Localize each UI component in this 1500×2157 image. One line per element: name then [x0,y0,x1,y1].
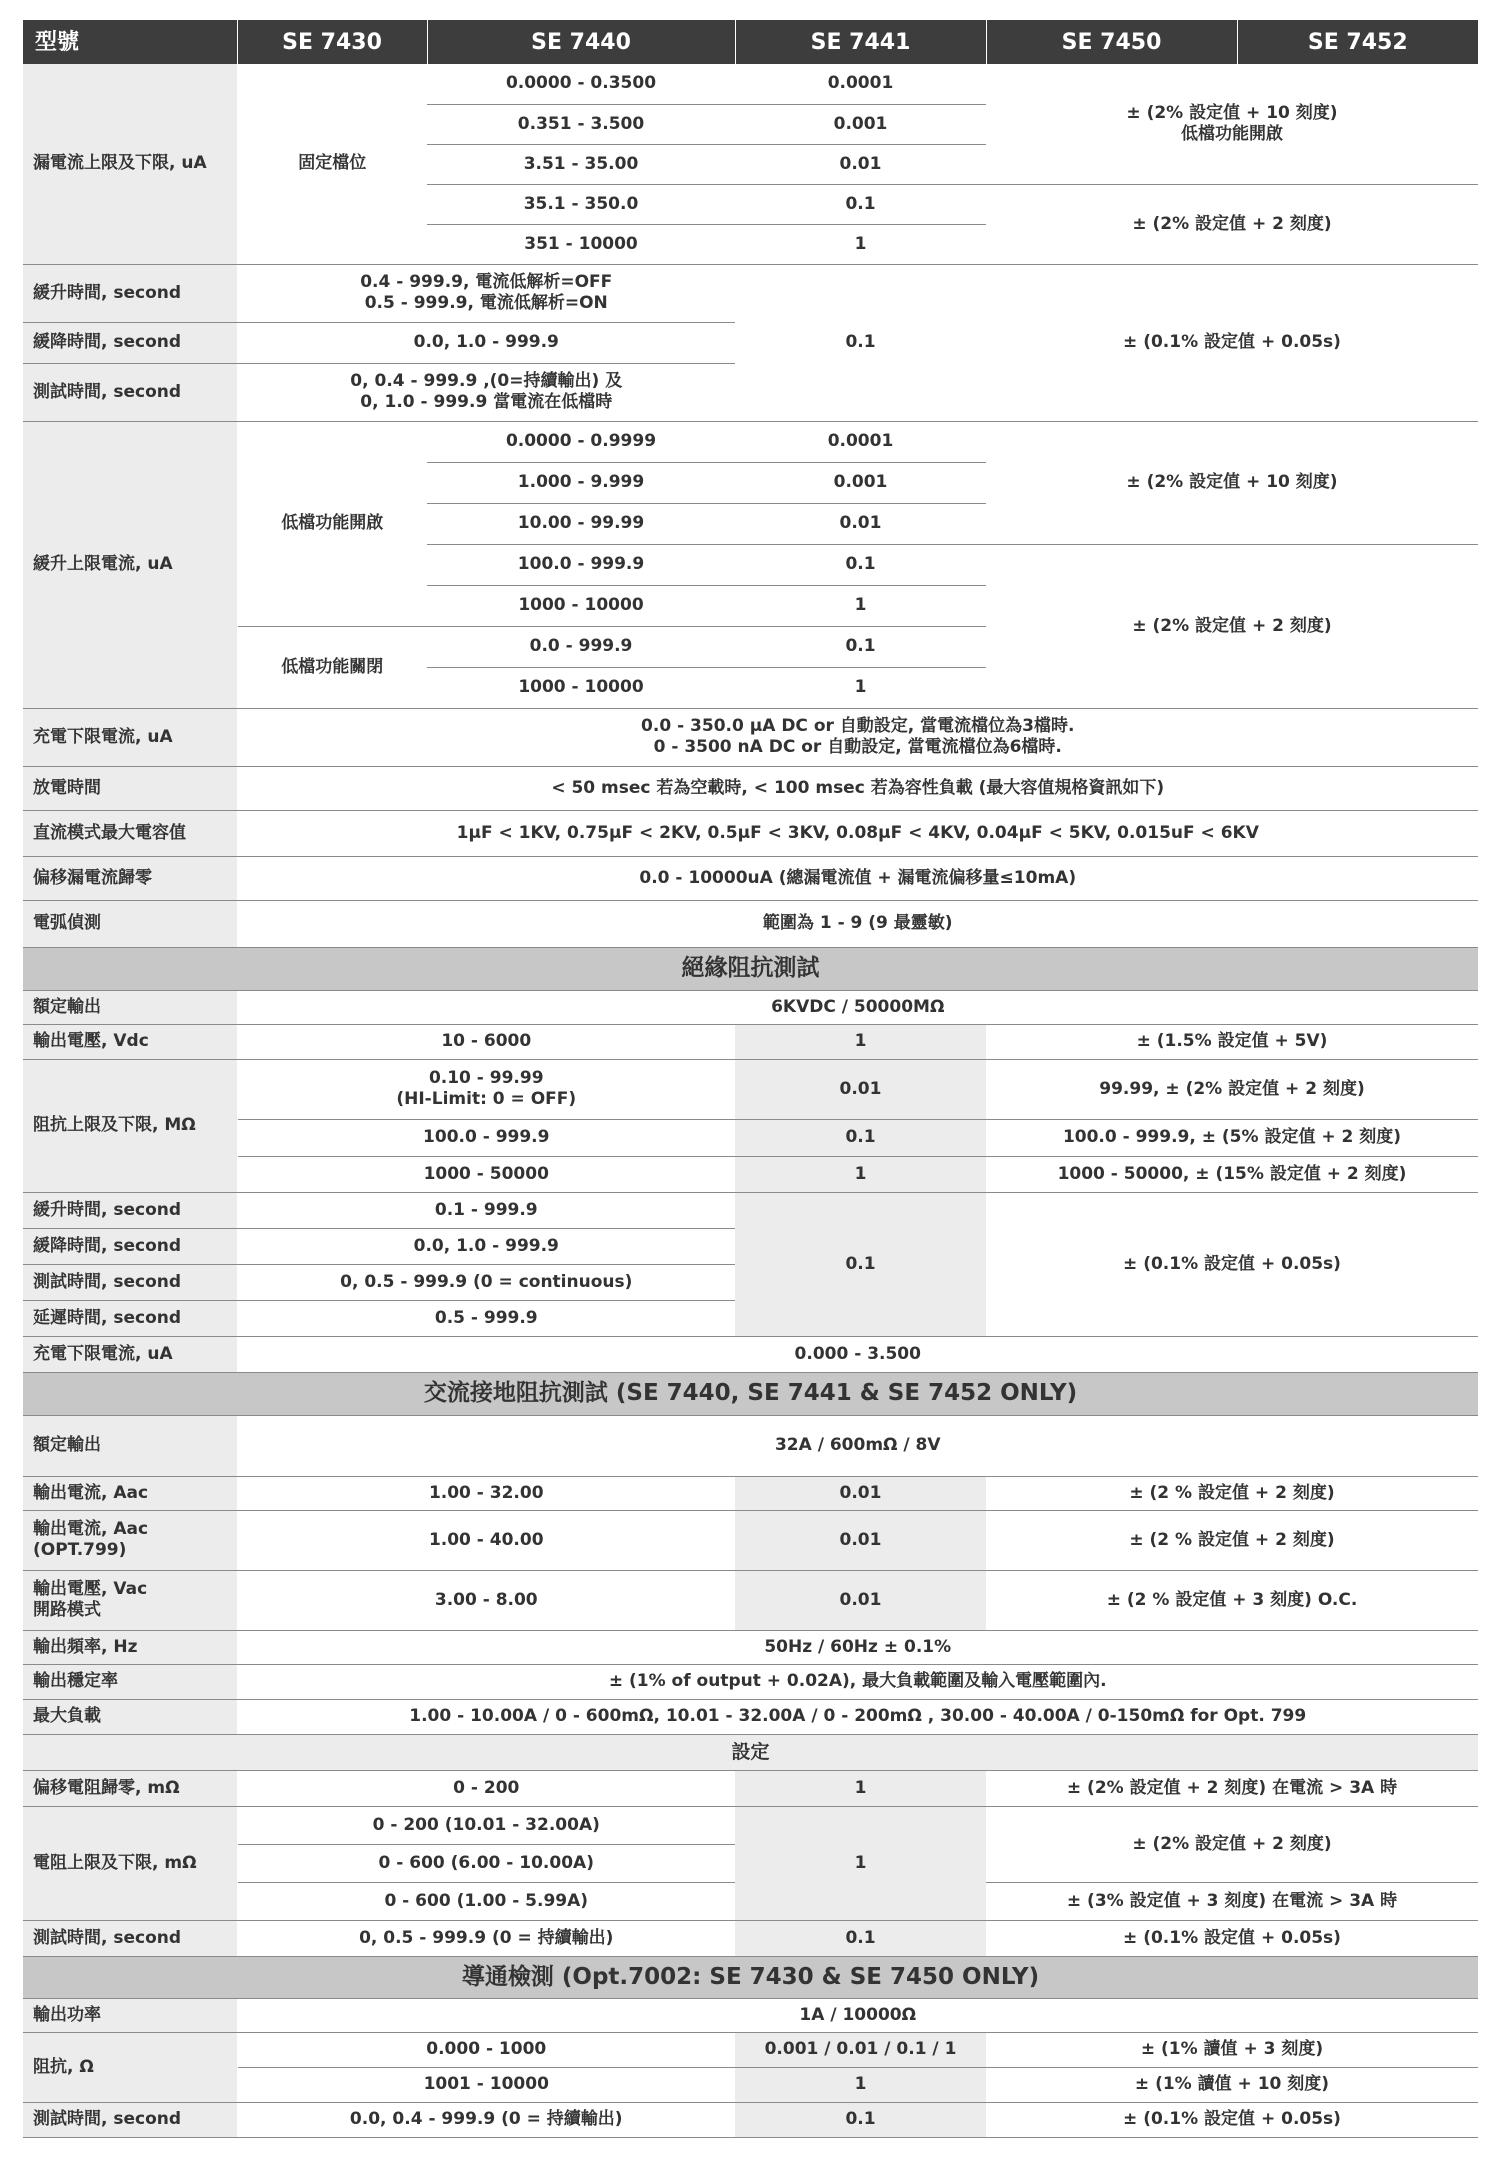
resolution-cell: 0.1 [735,1920,986,1956]
resolution-cell: 0.001 [735,462,986,503]
accuracy-cell: ± (2% 設定值 + 10 刻度) 低檔功能開啟 [986,64,1478,184]
resolution-cell: 0.01 [735,1510,986,1570]
header-se7440: SE 7440 [427,20,735,64]
range-cell: 0.10 - 99.99 (HI-Limit: 0 = OFF) [237,1059,735,1119]
table-row [23,810,1478,856]
row-label: 電弧偵測 [23,900,237,947]
leak-fixed-range: 固定檔位 [237,64,427,264]
accuracy-cell: ± (1.5% 設定值 + 5V) [986,1024,1478,1059]
accuracy-cell: 1000 - 50000, ± (15% 設定值 + 2 刻度) [986,1156,1478,1192]
header-se7452: SE 7452 [1237,20,1478,64]
range-cell: 0, 0.5 - 999.9 (0 = 持續輸出) [237,1920,735,1956]
resolution-cell: 1 [735,2067,986,2102]
table-row [23,1156,1478,1192]
section-header [23,947,1478,990]
row-label: 緩升上限電流, uA [23,421,237,708]
row-label: 漏電流上限及下限, uA [23,64,237,264]
row-label: 最大負載 [23,1699,237,1734]
row-label: 額定輸出 [23,1415,237,1476]
row-label: 放電時間 [23,766,237,810]
value-cell: 1A / 10000Ω [237,1998,1478,2032]
range-cell: 1.00 - 32.00 [237,1476,735,1510]
table-row [23,2032,1478,2067]
value-cell: 1.00 - 10.00A / 0 - 600mΩ, 10.01 - 32.00A / 0 - 200mΩ , 30.00 - 40.00A / 0-150mΩ for Opt. 799 [237,1699,1478,1734]
row-label: 充電下限電流, uA [23,708,237,766]
table-row [23,990,1478,1024]
range-cell: 0.0000 - 0.3500 [427,64,735,104]
range-cell: 0 - 200 (10.01 - 32.00A) [237,1806,735,1844]
range-cell: 1000 - 10000 [427,667,735,708]
row-label: 輸出電壓, Vdc [23,1024,237,1059]
row-label: 測試時間, second [23,1920,237,1956]
range-cell: 1000 - 10000 [427,585,735,626]
range-cell: 35.1 - 350.0 [427,184,735,224]
range-cell: 0.000 - 1000 [237,2032,735,2067]
range-cell: 0 - 600 (1.00 - 5.99A) [237,1882,735,1920]
resolution-cell: 1 [735,1806,986,1920]
table-row [23,1024,1478,1059]
range-cell: 3.51 - 35.00 [427,144,735,184]
value-cell: 1μF < 1KV, 0.75μF < 2KV, 0.5μF < 3KV, 0.08μF < 4KV, 0.04μF < 5KV, 0.015uF < 6KV [237,810,1478,856]
accuracy-cell: ± (1% 讀值 + 3 刻度) [986,2032,1478,2067]
accuracy-cell: ± (0.1% 設定值 + 0.05s) [986,1920,1478,1956]
row-label: 阻抗, Ω [23,2032,237,2102]
table-row [23,708,1478,766]
value-cell: 50Hz / 60Hz ± 0.1% [237,1630,1478,1664]
table-row [23,264,1478,322]
table-row [23,2067,1478,2102]
range-cell: 0.0, 1.0 - 999.9 [237,322,735,363]
row-label: 偏移電阻歸零, mΩ [23,1770,237,1806]
resolution-cell: 0.01 [735,1059,986,1119]
resolution-cell: 0.01 [735,1570,986,1630]
accuracy-cell: ± (0.1% 設定值 + 0.05s) [986,1192,1478,1336]
table-row [23,1192,1478,1228]
resolution-cell: 0.0001 [735,421,986,462]
section-title: 絕緣阻抗測試 [23,947,1478,990]
row-label: 輸出功率 [23,1998,237,2032]
resolution-cell: 1 [735,585,986,626]
range-cell: 0.4 - 999.9, 電流低解析=OFF 0.5 - 999.9, 電流低解析=ON [237,264,735,322]
value-cell: 0.0 - 10000uA (總漏電流值 + 漏電流偏移量≤10mA) [237,856,1478,900]
table-row [23,1770,1478,1806]
range-cell: 0.0, 1.0 - 999.9 [237,1228,735,1264]
row-label: 緩升時間, second [23,264,237,322]
row-label: 緩升時間, second [23,1192,237,1228]
section-header [23,1372,1478,1415]
header-se7441: SE 7441 [735,20,986,64]
table-row [23,64,1478,104]
range-cell: 0.0, 0.4 - 999.9 (0 = 持續輸出) [237,2102,735,2137]
header-model: 型號 [23,20,237,64]
resolution-cell: 0.001 [735,104,986,144]
table-row [23,1570,1478,1630]
accuracy-cell: ± (1% 讀值 + 10 刻度) [986,2067,1478,2102]
row-label: 額定輸出 [23,990,237,1024]
accuracy-cell: ± (0.1% 設定值 + 0.05s) [986,2102,1478,2137]
resolution-cell: 0.01 [735,503,986,544]
table-row [23,1630,1478,1664]
section-title: 交流接地阻抗測試 (SE 7440, SE 7441 & SE 7452 ONLY) [23,1372,1478,1415]
spec-table [23,20,1478,2138]
accuracy-cell: ± (2% 設定值 + 2 刻度) 在電流 > 3A 時 [986,1770,1478,1806]
row-label: 輸出穩定率 [23,1664,237,1699]
resolution-cell: 1 [735,224,986,264]
header-se7450: SE 7450 [986,20,1237,64]
row-label: 緩降時間, second [23,322,237,363]
resolution-cell: 0.1 [735,1119,986,1156]
resolution-cell: 0.001 / 0.01 / 0.1 / 1 [735,2032,986,2067]
row-label: 輸出頻率, Hz [23,1630,237,1664]
accuracy-cell: ± (2 % 設定值 + 2 刻度) [986,1476,1478,1510]
range-cell: 0, 0.4 - 999.9 ,(0=持續輸出) 及 0, 1.0 - 999.9 當電流在低檔時 [237,363,735,421]
row-label: 電阻上限及下限, mΩ [23,1806,237,1920]
range-cell: 0.0000 - 0.9999 [427,421,735,462]
resolution-cell: 1 [735,667,986,708]
value-cell: 6KVDC / 50000MΩ [237,990,1478,1024]
value-cell: 範圍為 1 - 9 (9 最靈敏) [237,900,1478,947]
row-label: 阻抗上限及下限, MΩ [23,1059,237,1192]
resolution-cell: 0.0001 [735,64,986,104]
resolution-cell: 0.1 [735,264,986,421]
accuracy-cell: ± (2 % 設定值 + 3 刻度) O.C. [986,1570,1478,1630]
row-label: 緩降時間, second [23,1228,237,1264]
accuracy-cell: ± (0.1% 設定值 + 0.05s) [986,264,1478,421]
table-row [23,1806,1478,1844]
resolution-cell: 0.1 [735,2102,986,2137]
range-cell: 1.000 - 9.999 [427,462,735,503]
row-label: 測試時間, second [23,1264,237,1300]
table-row [23,1059,1478,1119]
range-cell: 100.0 - 999.9 [427,544,735,585]
resolution-cell: 0.1 [735,1192,986,1336]
accuracy-cell: ± (2% 設定值 + 2 刻度) [986,1806,1478,1882]
value-cell: < 50 msec 若為空載時, < 100 msec 若為容性負載 (最大容值規格資訊如下) [237,766,1478,810]
table-row [23,1415,1478,1476]
table-row [23,1476,1478,1510]
table-row [23,1699,1478,1734]
row-label: 直流模式最大電容值 [23,810,237,856]
range-cell: 351 - 10000 [427,224,735,264]
range-cell: 0.1 - 999.9 [237,1192,735,1228]
row-label: 測試時間, second [23,2102,237,2137]
section-header [23,1956,1478,1998]
table-row [23,1998,1478,2032]
table-row [23,1510,1478,1570]
row-label: 延遲時間, second [23,1300,237,1336]
range-cell: 0, 0.5 - 999.9 (0 = continuous) [237,1264,735,1300]
range-cell: 100.0 - 999.9 [237,1119,735,1156]
table-row [23,2102,1478,2137]
resolution-cell: 0.01 [735,144,986,184]
table-row [23,421,1478,462]
resolution-cell: 0.1 [735,544,986,585]
accuracy-cell: ± (2% 設定值 + 2 刻度) [986,544,1478,708]
row-label: 輸出電流, Aac [23,1476,237,1510]
row-label: 充電下限電流, uA [23,1336,237,1372]
table-row [23,1664,1478,1699]
range-cell: 0 - 200 [237,1770,735,1806]
header-row [23,20,1478,64]
low-range-on: 低檔功能開啟 [237,421,427,626]
row-label: 輸出電壓, Vac 開路模式 [23,1570,237,1630]
low-range-off: 低檔功能關閉 [237,626,427,708]
row-label: 偏移漏電流歸零 [23,856,237,900]
accuracy-cell: 99.99, ± (2% 設定值 + 2 刻度) [986,1059,1478,1119]
range-cell: 1001 - 10000 [237,2067,735,2102]
resolution-cell: 0.1 [735,184,986,224]
accuracy-cell: ± (2% 設定值 + 10 刻度) [986,421,1478,544]
table-row [23,900,1478,947]
value-cell: 0.000 - 3.500 [237,1336,1478,1372]
resolution-cell: 0.1 [735,626,986,667]
header-se7430: SE 7430 [237,20,427,64]
range-cell: 0.5 - 999.9 [237,1300,735,1336]
range-cell: 0 - 600 (6.00 - 10.00A) [237,1844,735,1882]
row-label: 輸出電流, Aac (OPT.799) [23,1510,237,1570]
table-row [23,1920,1478,1956]
value-cell: 32A / 600mΩ / 8V [237,1415,1478,1476]
value-cell: ± (1% of output + 0.02A), 最大負載範圍及輸入電壓範圍內. [237,1664,1478,1699]
resolution-cell: 1 [735,1024,986,1059]
range-cell: 0.351 - 3.500 [427,104,735,144]
accuracy-cell: 100.0 - 999.9, ± (5% 設定值 + 2 刻度) [986,1119,1478,1156]
accuracy-cell: ± (2 % 設定值 + 2 刻度) [986,1510,1478,1570]
accuracy-cell: ± (3% 設定值 + 3 刻度) 在電流 > 3A 時 [986,1882,1478,1920]
value-cell: 0.0 - 350.0 μA DC or 自動設定, 當電流檔位為3檔時. 0 - 3500 nA DC or 自動設定, 當電流檔位為6檔時. [237,708,1478,766]
range-cell: 1000 - 50000 [237,1156,735,1192]
range-cell: 0.0 - 999.9 [427,626,735,667]
sub-section-header [23,1734,1478,1770]
sub-section-title: 設定 [23,1734,1478,1770]
range-cell: 10 - 6000 [237,1024,735,1059]
resolution-cell: 0.01 [735,1476,986,1510]
resolution-cell: 1 [735,1770,986,1806]
table-row [23,1336,1478,1372]
resolution-cell: 1 [735,1156,986,1192]
section-title: 導通檢測 (Opt.7002: SE 7430 & SE 7450 ONLY) [23,1956,1478,1998]
table-row [23,766,1478,810]
row-label: 測試時間, second [23,363,237,421]
range-cell: 10.00 - 99.99 [427,503,735,544]
table-row [23,856,1478,900]
accuracy-cell: ± (2% 設定值 + 2 刻度) [986,184,1478,264]
range-cell: 3.00 - 8.00 [237,1570,735,1630]
table-row [23,1119,1478,1156]
range-cell: 1.00 - 40.00 [237,1510,735,1570]
